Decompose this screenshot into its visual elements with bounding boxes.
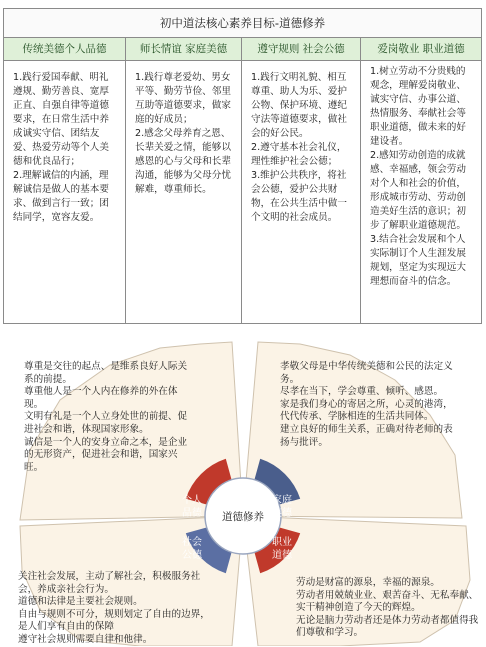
column-header: 遵守规则 社会公德	[242, 38, 360, 61]
column-header: 爱岗敬业 职业道德	[361, 38, 481, 61]
text-bottom-left: 关注社会发展，主动了解社会，积极服务社会，养成亲社会行为。 道德和法律是主要社会规则。 自由与规则不可分，规则划定了自由的边界，是人们享有自由的保障 遵守社会规则需要自律和他律。	[18, 571, 210, 645]
text-bottom-right: 劳动是财富的源泉，幸福的源泉。 劳动者用兢兢业业、艰苦奋斗、无私奉献、实干精神创造了今天的辉煌。 无论是脑力劳动者还是体力劳动者都值得我们尊敬和学习。	[296, 577, 479, 639]
table-columns	[4, 38, 481, 324]
center-label: 道德修养	[222, 511, 264, 523]
text-top-left: 尊重是交往的起点、是维系良好人际关系的前提。 尊重他人是一个人内在修养的外在体现。 文明有礼是一个人立身处世的前提、促进社会和谐，体现国家形象。 诚信是一个人的安身立命之本，是企业的无形资产，促进社会和谐，国家兴旺。	[24, 361, 188, 473]
column-body: 1.树立劳动不分贵贱的观念，理解爱岗敬业、诚实守信、办事公道、热情服务、奉献社会等职业道德，做未来的好建设者。 2.感知劳动创造的成就感、幸福感，领会劳动对个人和社会的价值，形成城市劳动、劳动创造美好生活的意识；初步了解职业道德规范。 3.结合社会发展和个人实际制订个人生涯发展规划，坚定为实现远大理想而奋斗的信念。	[370, 66, 466, 287]
column-body: 1.践行文明礼貌、相互尊重、助人为乐、爱护公物、保护环境、遵纪守法等道德要求，做社会的好公民。 2.遵守基本社会礼仪，理性维护社会公德； 3.维护公共秩序，将社会公德，爱护公共财物，在公共生活中做一个文明的社会成员。	[251, 72, 347, 223]
column-family-virtue	[126, 38, 242, 324]
column-header: 传统美德个人品德	[4, 38, 125, 61]
text-top-right: 孝敬父母是中华传统美德和公民的法定义务。 尽孝在当下，学会尊重、倾听、感恩。 家是我们身心的寄居之所，心灵的港湾，代代传承、学脉相连的生活共同体。 建立良好的师生关系，正确对待老师的表扬与批评。	[280, 361, 453, 448]
moral-cultivation-table	[3, 8, 482, 324]
column-professional-ethics	[361, 38, 481, 324]
column-body: 1.践行爱国奉献、明礼遵规、勤劳善良、宽厚正直、自强自律等道德要求，在日常生活中养成诚实守信、团结友爱、热爱劳动等个人美德和优良品行； 2.理解诚信的内涵，理解诚信是做人的基本要求、做到言行一致；团结同学，宽容友爱。	[13, 72, 109, 223]
column-header: 师长情谊 家庭美德	[126, 38, 241, 61]
label-professional-ethics: 职业 道德	[272, 537, 292, 561]
label-personal-virtue: 个人 品德	[182, 495, 202, 519]
column-body: 1.践行尊老爱幼、男女平等、勤劳节俭、邻里互助等道德要求，做家庭的好成员； 2.感念父母养育之恩、长辈关爱之情，能够以感恩的心与父母和长辈沟通，能够为父母分忧解难，尊重师长。	[135, 72, 231, 195]
column-personal-virtue	[4, 38, 126, 324]
moral-cultivation-mindmap	[0, 330, 486, 646]
table-title: 初中道法核心素养目标-道德修养	[4, 9, 481, 38]
label-family-virtue: 家庭 美德	[272, 495, 292, 519]
column-social-morality	[242, 38, 361, 324]
label-social-morality: 社会 公德	[182, 537, 202, 561]
